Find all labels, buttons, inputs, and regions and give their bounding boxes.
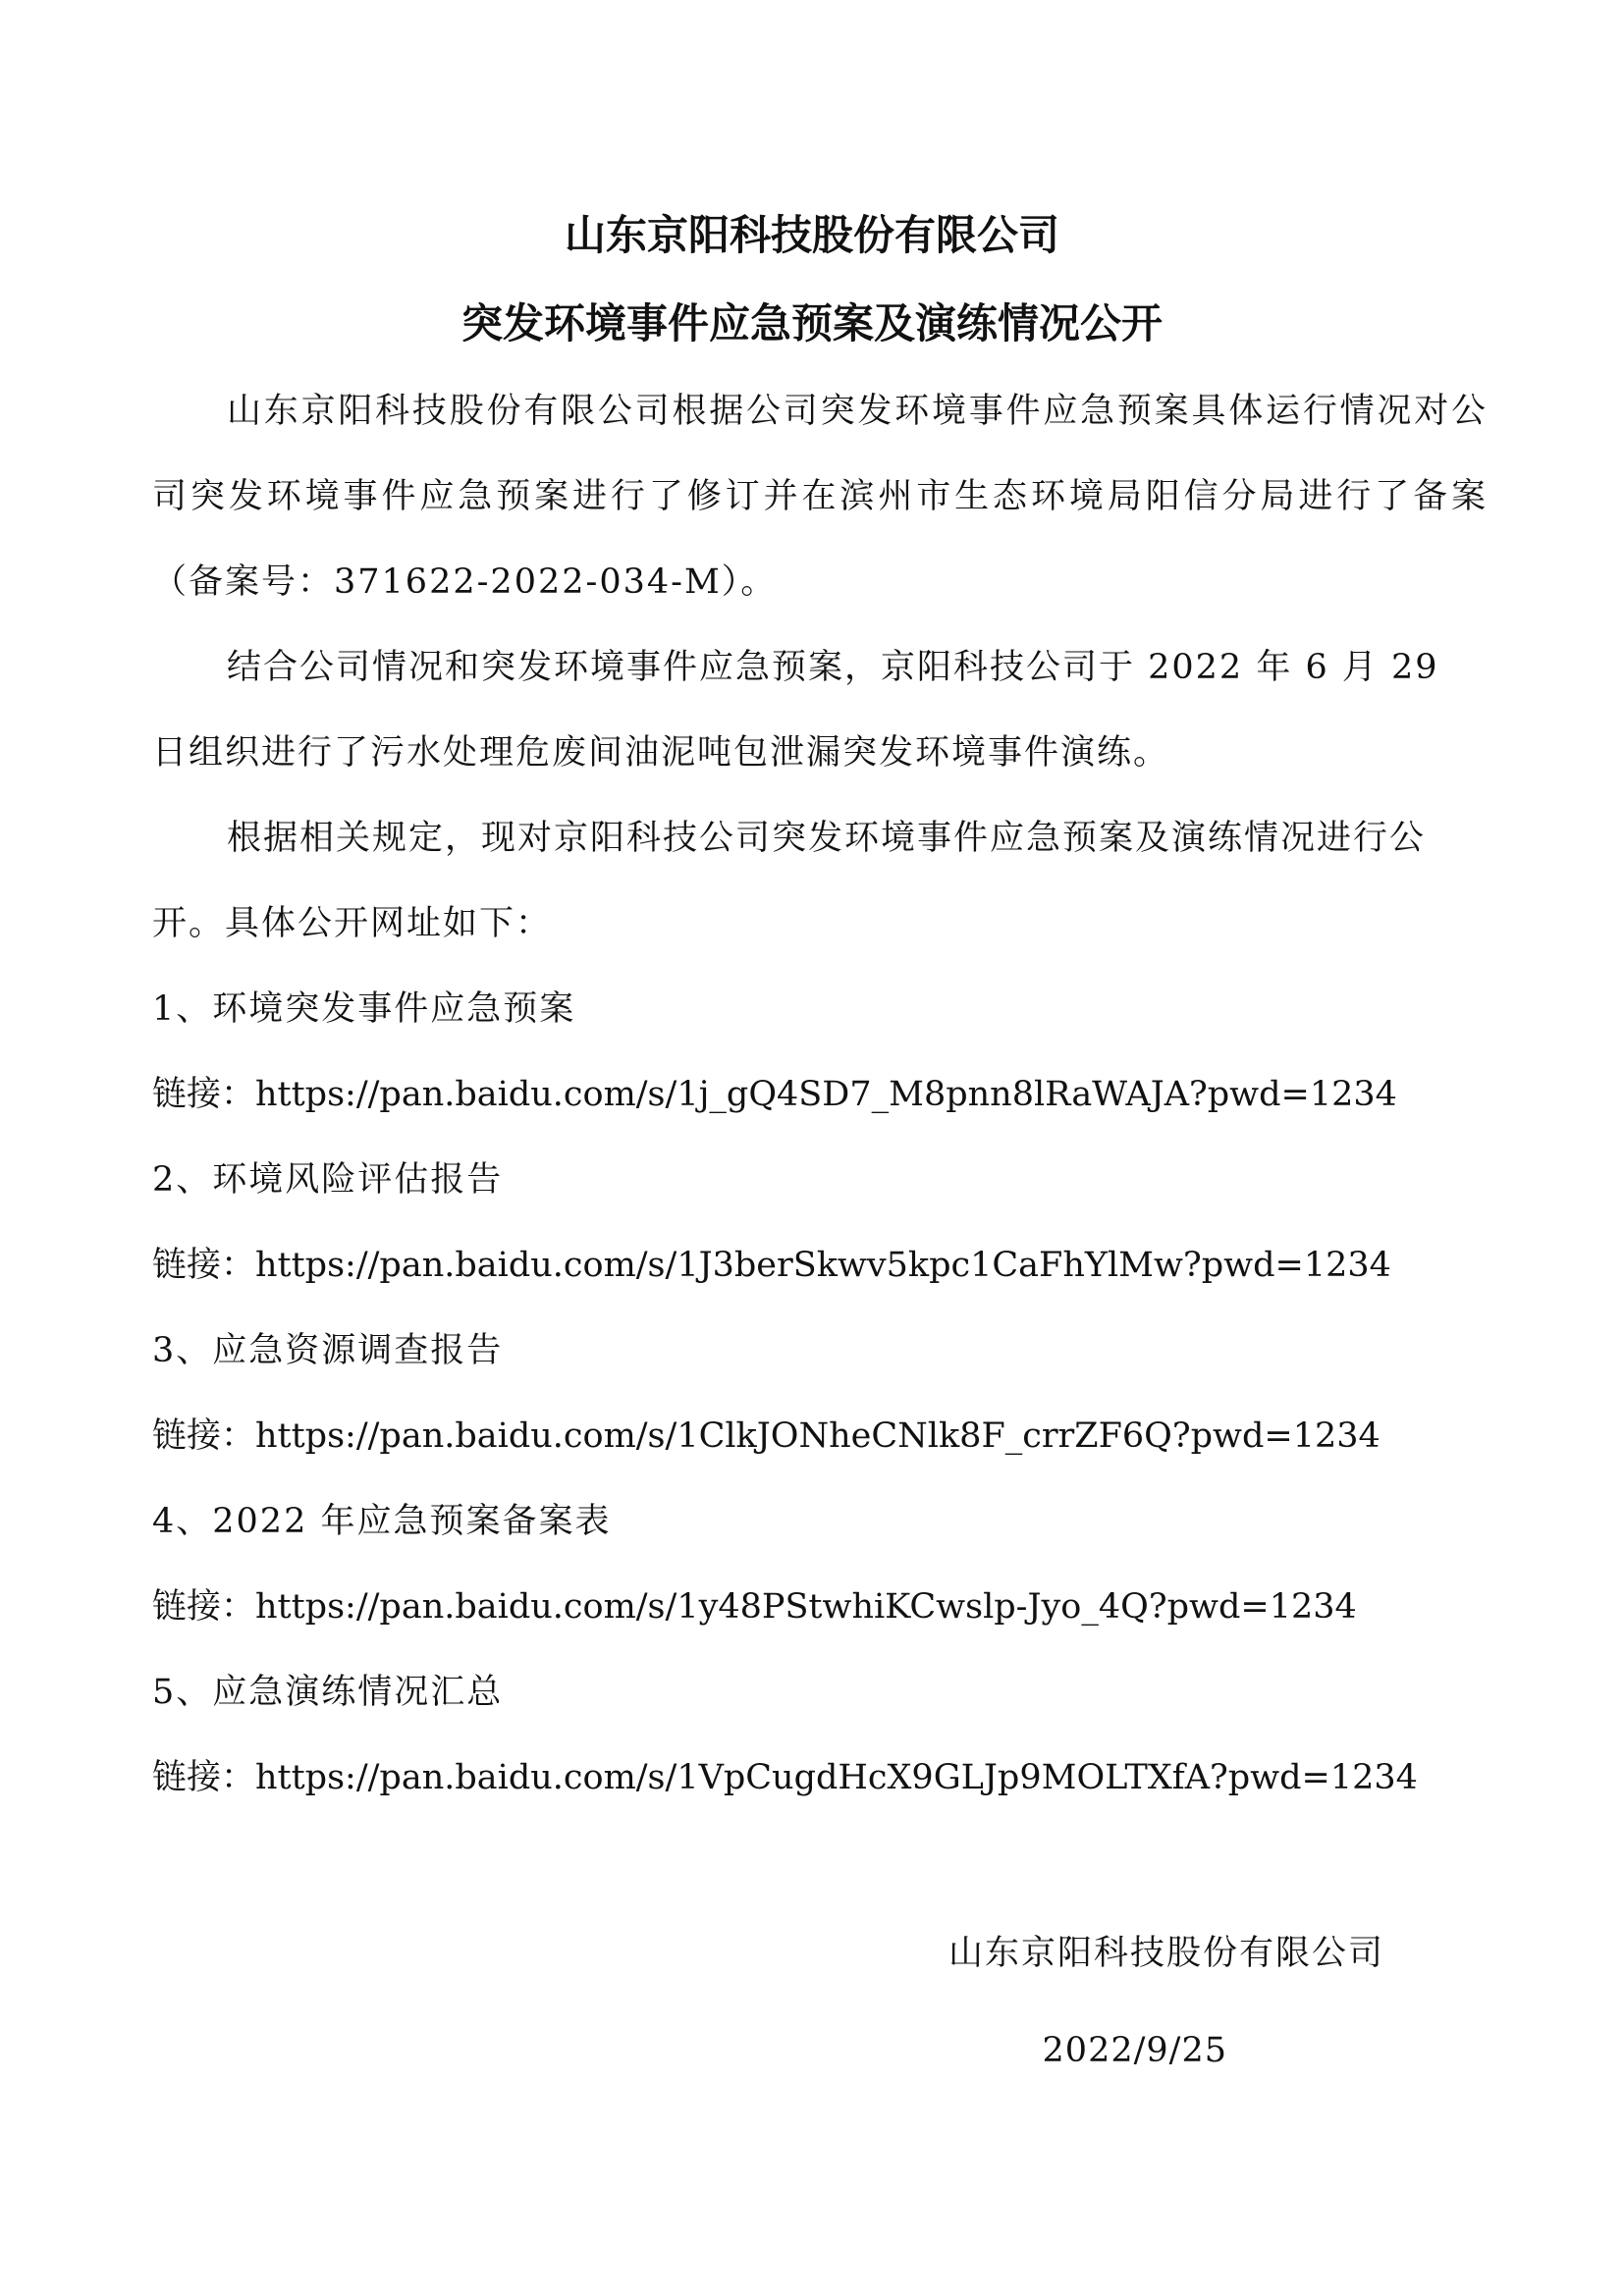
list-item [152, 1138, 1488, 1308]
link-item-title: 2、环境风险评估报告 [152, 1160, 504, 1200]
list-item [152, 1479, 1488, 1650]
link-item-title: 4、2022 年应急预案备案表 [152, 1502, 612, 1541]
paragraph-filing: 山东京阳科技股份有限公司根据公司突发环境事件应急预案具体运行情况对公司突发环境事件应急预案进行了修订并在滨州市生态环境局阳信分局进行了备案（备案号：371622-2022-034-M）。 [152, 392, 1488, 602]
link-line [152, 1223, 1488, 1308]
link-item-title: 5、应急演练情况汇总 [152, 1673, 504, 1712]
list-item [152, 1308, 1488, 1479]
signature-date: 2022/9/25 [1042, 2031, 1227, 2070]
link-url[interactable]: https://pan.baidu.com/s/1J3berSkwv5kpc1CaFhYlMw?pwd=1234 [255, 1246, 1391, 1285]
link-item-title: 3、应急资源调查报告 [152, 1331, 504, 1370]
link-url[interactable]: https://pan.baidu.com/s/1VpCugdHcX9GLJp9MOLTXfA?pwd=1234 [255, 1758, 1418, 1797]
paragraph-disclosure: 根据相关规定，现对京阳科技公司突发环境事件应急预案及演练情况进行公开。具体公开网址如下： [152, 819, 1427, 943]
link-url[interactable]: https://pan.baidu.com/s/1y48PStwhiKCwslp-Jyo_4Q?pwd=1234 [255, 1587, 1357, 1627]
document-title-subject: 突发环境事件应急预案及演练情况公开 [460, 299, 1163, 347]
document-title-company: 山东京阳科技股份有限公司 [564, 211, 1059, 259]
link-line [152, 1565, 1488, 1650]
signature-company: 山东京阳科技股份有限公司 [947, 1934, 1384, 1973]
link-prefix: 链接： [152, 1587, 256, 1627]
link-url[interactable]: https://pan.baidu.com/s/1ClkJONheCNlk8F_crrZF6Q?pwd=1234 [255, 1416, 1380, 1456]
list-item [152, 1650, 1488, 1821]
link-line [152, 1052, 1488, 1138]
link-list [152, 967, 1488, 1821]
link-prefix: 链接： [152, 1246, 256, 1285]
link-line [152, 1735, 1488, 1821]
link-prefix: 链接： [152, 1416, 256, 1456]
link-prefix: 链接： [152, 1758, 256, 1797]
link-prefix: 链接： [152, 1075, 256, 1114]
link-url[interactable]: https://pan.baidu.com/s/1j_gQ4SD7_M8pnn8lRaWAJA?pwd=1234 [255, 1075, 1397, 1114]
paragraph-drill: 结合公司情况和突发环境事件应急预案，京阳科技公司于 2022 年 6 月 29 日组织进行了污水处理危废间油泥吨包泄漏突发环境事件演练。 [152, 648, 1439, 773]
link-line [152, 1394, 1488, 1479]
link-item-title: 1、环境突发事件应急预案 [152, 989, 576, 1029]
list-item [152, 967, 1488, 1138]
